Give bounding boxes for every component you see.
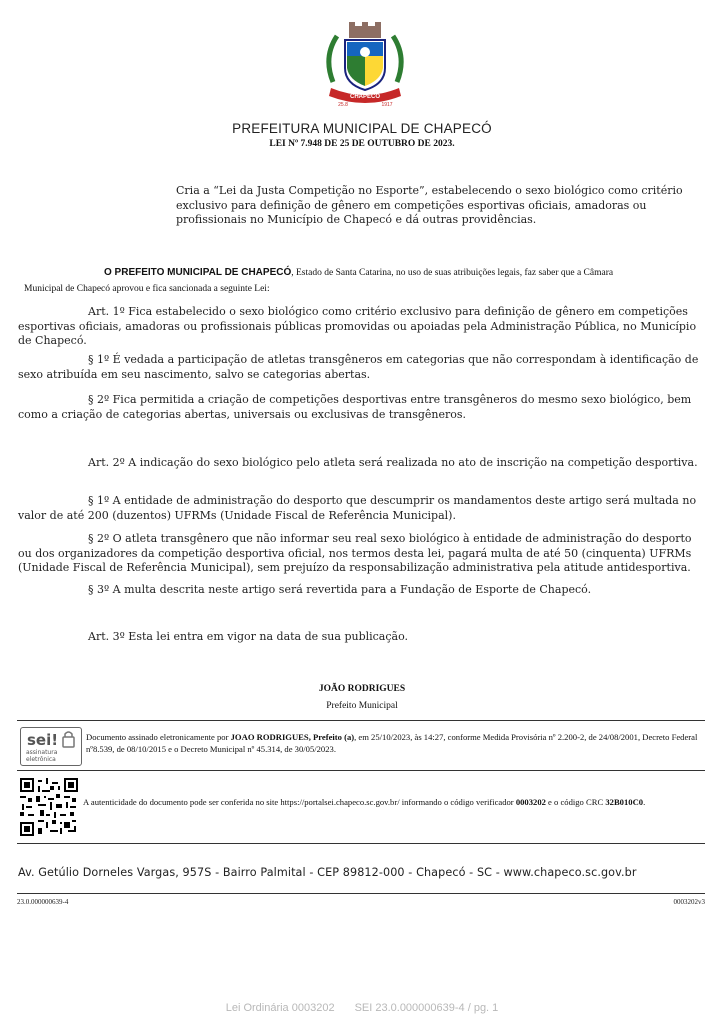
footer-left: Lei Ordinária 0003202 — [225, 1002, 335, 1014]
signature-suffix: , em 25/10/2023, às 14:27, conforme Medida Provisória nº 2.200-2, de 24/08/2001, Decreto Federal nº8.539, de 08/10/2015 e o Decreto Municipal nº 45.314, de 30/05/2023. — [86, 732, 698, 754]
crest-banner-text: CHAPECÓ — [349, 94, 381, 100]
article-1-paragraph-2: § 2º Fica permitida a criação de competições desportivas entre transgêneros do mesmo sexo biológico, bem como a criação de categorias abertas, universais ou exclusivas de transgêneros. — [18, 393, 692, 421]
article-3: Art. 3º Esta lei entra em vigor na data de sua publicação. — [88, 630, 409, 643]
article-1: Art. 1º Fica estabelecido o sexo biológico como critério exclusivo para definição de gênero em competições esportivas oficiais, amadoras ou profissionais públicas promovidas ou apoiadas pela Administração Pública, no Município de Chapecó. — [18, 305, 697, 347]
sei-signature-logo — [20, 727, 82, 766]
crc-code: 32B010C0 — [605, 797, 644, 807]
sei-logo-sub-2: eletrônica — [26, 756, 56, 763]
page-footer — [0, 1002, 724, 1014]
electronic-signature-text — [86, 731, 706, 755]
signatory-role: Prefeito Municipal — [326, 701, 398, 711]
organization-title: PREFEITURA MUNICIPAL DE CHAPECÓ — [232, 121, 492, 136]
municipal-coat-of-arms — [323, 22, 407, 108]
article-2-paragraph-3: § 3º A multa descrita neste artigo será revertida para a Fundação de Esporte de Chapecó. — [88, 583, 592, 596]
preamble — [24, 265, 704, 297]
preamble-text-1: , Estado de Santa Catarina, no uso de suas atribuições legais, faz saber que a Câmara — [291, 268, 614, 278]
article-2-paragraph-1: § 1º A entidade de administração do desporto que descumprir os mandamentos deste artigo será multada no valor de até 200 (duzentos) UFRMs (Unidade Fiscal de Referência Municipal). — [18, 494, 697, 522]
law-title: LEI Nº 7.948 DE 25 DE OUTUBRO DE 2023. — [269, 139, 455, 149]
signer-name: JOAO RODRIGUES, Prefeito (a) — [230, 732, 355, 742]
authenticity-prefix: A autenticidade do documento pode ser conferida no site https://portalsei.chapeco.sc.gov.br/ informando o código verificador — [83, 797, 516, 807]
divider — [17, 893, 705, 894]
divider — [17, 843, 705, 844]
article-2: Art. 2º A indicação do sexo biológico pelo atleta será realizada no ato de inscrição na competição desportiva. — [88, 456, 698, 469]
city-hall-address: Av. Getúlio Dorneles Vargas, 957S - Bairro Palmital - CEP 89812-000 - Chapecó - SC - www.chapeco.sc.gov.br — [18, 866, 637, 879]
crest-year-right: 1917 — [381, 102, 393, 108]
process-number: 23.0.000000639-4 — [17, 898, 69, 906]
law-summary: Cria a “Lei da Justa Competição no Esporte”, estabelecendo o sexo biológico como critério exclusivo para definição de gênero em competições esportivas oficiais, amadoras ou profissionais no Município de Chapecó e dá outras providências. — [176, 184, 683, 226]
sei-logo-text: sei! — [27, 731, 59, 749]
preamble-text-2: Municipal de Chapecó aprovou e fica sancionada a seguinte Lei: — [24, 284, 270, 294]
authenticity-text — [83, 796, 703, 808]
article-1-paragraph-1: § 1º É vedada a participação de atletas transgêneros em categorias que não correspondam à identificação de sexo atribuída em seu nascimento, salvo se categorias abertas. — [18, 353, 699, 381]
signature-prefix: Documento assinado eletronicamente por — [86, 732, 231, 742]
crest-year-left: 25.8 — [338, 102, 348, 108]
authenticity-middle: e o código CRC — [545, 797, 606, 807]
verifier-code: 0003202 — [515, 797, 546, 807]
authenticity-end: . — [643, 797, 646, 807]
qr-code — [20, 778, 78, 836]
footer-right: SEI 23.0.000000639-4 / pg. 1 — [354, 1002, 499, 1014]
divider — [17, 720, 705, 721]
preamble-lead: O PREFEITO MUNICIPAL DE CHAPECÓ — [104, 267, 292, 278]
document-version: 0003202v3 — [673, 898, 705, 906]
article-2-paragraph-2: § 2º O atleta transgênero que não informar seu real sexo biológico à entidade de administração do desporto ou dos organizadores da competição desportiva oficial, nos termos desta lei, pagará multa de até 50 (cinquenta) UFRMs (Unidade Fiscal de Referência Municipal), sem prejuízo da responsabilização administrativa pela atitude antidesportiva. — [18, 532, 692, 574]
divider — [17, 770, 705, 771]
sei-logo-sub-1: assinatura — [26, 749, 58, 756]
signatory-name: JOÃO RODRIGUES — [318, 684, 406, 694]
